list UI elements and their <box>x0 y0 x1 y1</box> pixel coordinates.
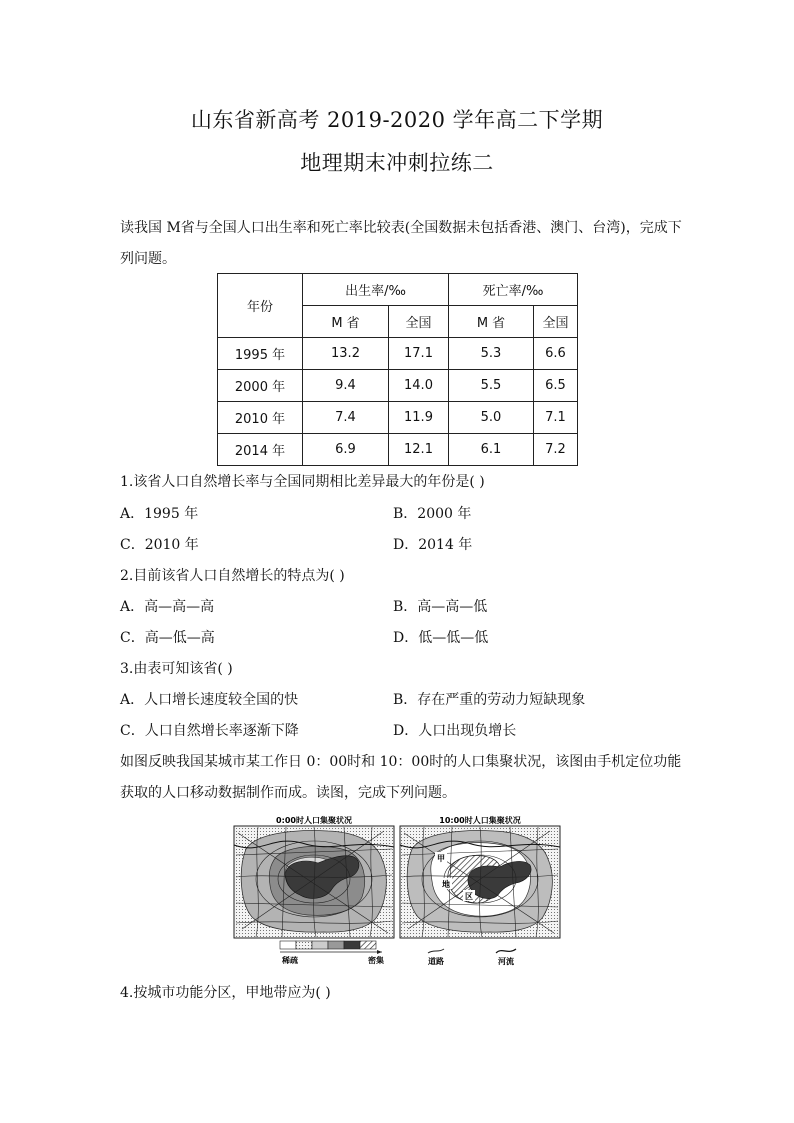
year-cell: 2000 年 <box>218 370 303 402</box>
question-3-option-d[interactable]: D．人口出现负增长 <box>393 723 517 739</box>
death-m-cell: 6.1 <box>449 434 534 466</box>
death-nation-subheader: 全国 <box>534 306 578 338</box>
question-2-stem: 2.目前该省人口自然增长的特点为( ) <box>120 568 345 584</box>
birth-rate-header: 出生率/‰ <box>303 274 449 306</box>
label-qu: 区 <box>465 892 473 901</box>
table-row <box>218 370 578 402</box>
map-right-caption: 10:00时人口集聚状况 <box>439 816 521 825</box>
legend-dense-label: 密集 <box>368 956 384 965</box>
river-legend <box>496 949 516 966</box>
birth-nation-cell: 11.9 <box>389 402 449 434</box>
birth-nation-cell: 17.1 <box>389 338 449 370</box>
table-row <box>218 402 578 434</box>
question-2-option-c[interactable]: C．高—低—高 <box>120 630 215 646</box>
question-3-stem: 3.由表可知该省( ) <box>120 661 233 677</box>
death-nation-cell: 6.6 <box>534 338 578 370</box>
question-2-option-a[interactable]: A．高—高—高 <box>120 599 215 615</box>
birth-m-cell: 7.4 <box>303 402 389 434</box>
label-jia: 甲 <box>437 854 445 863</box>
death-rate-header: 死亡率/‰ <box>449 274 578 306</box>
table-row <box>218 434 578 466</box>
question-1-stem: 1.该省人口自然增长率与全国同期相比差异最大的年份是( ) <box>120 474 485 490</box>
map-morning <box>400 826 560 938</box>
intro2-text-line-2: 获取的人口移动数据制作而成。读图，完成下列问题。 <box>120 785 456 801</box>
birth-nation-subheader: 全国 <box>389 306 449 338</box>
death-m-cell: 5.3 <box>449 338 534 370</box>
question-1-option-c[interactable]: C．2010 年 <box>120 537 199 553</box>
rate-comparison-table <box>217 273 578 466</box>
question-3-option-b[interactable]: B．存在严重的劳动力短缺现象 <box>393 692 586 708</box>
intro2-text-line-1: 如图反映我国某城市某工作日 0：00时和 10：00时的人口集聚状况，该图由手机定位功能 <box>120 754 682 770</box>
legend-sparse-label: 稀疏 <box>282 956 298 965</box>
intro-text-line-2: 列问题。 <box>120 251 176 267</box>
birth-m-subheader: M 省 <box>303 306 389 338</box>
river-symbol-icon <box>496 949 516 953</box>
map-left-caption: 0:00时人口集聚状况 <box>276 816 352 825</box>
year-cell: 1995 年 <box>218 338 303 370</box>
map-midnight <box>234 826 394 938</box>
page-subtitle: 地理期末冲刺拉练二 <box>300 151 494 175</box>
question-4-stem: 4.按城市功能分区，甲地带应为( ) <box>120 985 331 1001</box>
death-nation-cell: 7.2 <box>534 434 578 466</box>
road-symbol-icon <box>428 949 444 953</box>
birth-nation-cell: 12.1 <box>389 434 449 466</box>
death-m-cell: 5.0 <box>449 402 534 434</box>
question-1-option-a[interactable]: A．1995 年 <box>120 506 199 522</box>
death-nation-cell: 6.5 <box>534 370 578 402</box>
birth-m-cell: 9.4 <box>303 370 389 402</box>
population-density-maps <box>232 815 562 970</box>
birth-m-cell: 13.2 <box>303 338 389 370</box>
question-3-option-c[interactable]: C．人口自然增长率逐渐下降 <box>120 723 299 739</box>
death-m-cell: 5.5 <box>449 370 534 402</box>
year-cell: 2014 年 <box>218 434 303 466</box>
legend-river-label: 河流 <box>498 957 514 966</box>
question-2-option-b[interactable]: B．高—高—低 <box>393 599 488 615</box>
density-legend <box>280 941 384 965</box>
birth-m-cell: 6.9 <box>303 434 389 466</box>
question-2-option-d[interactable]: D．低—低—低 <box>393 630 489 646</box>
label-di: 地 <box>442 880 450 889</box>
question-1-option-b[interactable]: B．2000 年 <box>393 506 472 522</box>
question-3-option-a[interactable]: A．人口增长速度较全国的快 <box>120 692 299 708</box>
death-nation-cell: 7.1 <box>534 402 578 434</box>
page-title: 山东省新高考 2019-2020 学年高二下学期 <box>190 108 604 132</box>
road-legend <box>428 949 444 966</box>
death-m-subheader: M 省 <box>449 306 534 338</box>
birth-nation-cell: 14.0 <box>389 370 449 402</box>
table-row <box>218 338 578 370</box>
intro-text-line-1: 读我国 M省与全国人口出生率和死亡率比较表(全国数据未包括香港、澳门、台湾)，完成下 <box>120 220 682 236</box>
year-header: 年份 <box>218 274 303 338</box>
legend-road-label: 道路 <box>428 957 444 966</box>
year-cell: 2010 年 <box>218 402 303 434</box>
question-1-option-d[interactable]: D．2014 年 <box>393 537 473 553</box>
